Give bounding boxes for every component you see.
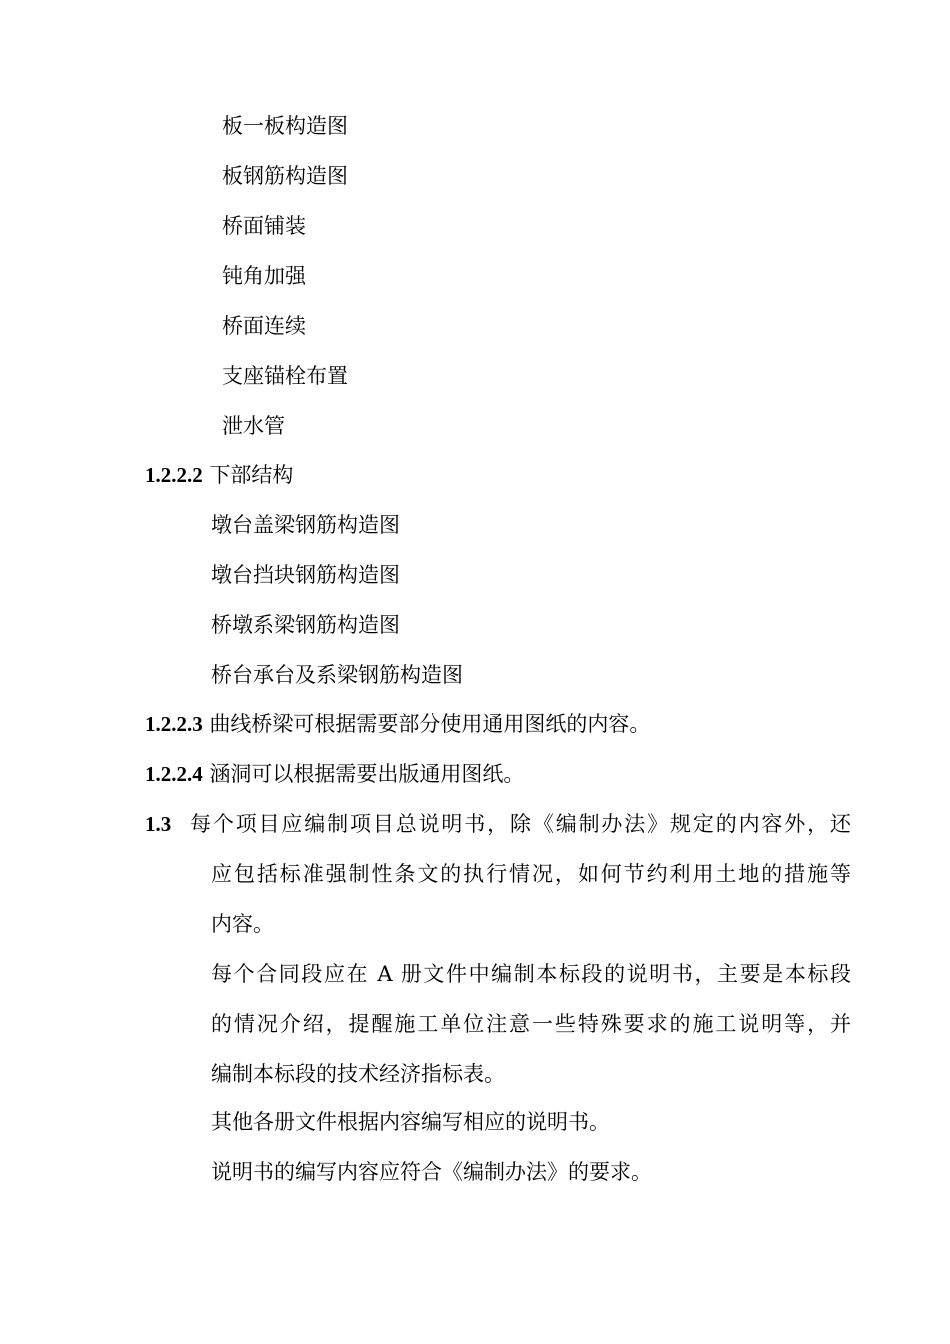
list-item: 泄水管 <box>222 414 285 438</box>
list-item: 墩台挡块钢筋构造图 <box>211 563 400 587</box>
paragraph-line: 每个合同段应在 A 册文件中编制本标段的说明书，主要是本标段 <box>211 962 851 986</box>
paragraph-line: 编制本标段的技术经济指标表。 <box>211 1062 505 1086</box>
list-item: 钝角加强 <box>222 264 306 288</box>
section-13-number <box>145 810 171 838</box>
list-item: 桥墩系梁钢筋构造图 <box>211 613 400 637</box>
list-item: 板钢筋构造图 <box>222 164 348 188</box>
section-number: 1.2.2.4 <box>145 762 203 786</box>
paragraph-line: 内容。 <box>211 912 274 936</box>
section-text: 曲线桥梁可根据需要部分使用通用图纸的内容。 <box>209 712 651 736</box>
other-volumes-paragraph: 其他各册文件根据内容编写相应的说明书。 <box>211 1110 610 1134</box>
section-1224 <box>145 760 524 788</box>
section-title: 下部结构 <box>209 463 294 487</box>
paragraph-line: 每个项目应编制项目总说明书，除《编制办法》规定的内容外，还 <box>190 812 851 836</box>
section-text: 涵洞可以根据需要出版通用图纸。 <box>209 762 525 786</box>
section-1222-heading <box>145 461 293 489</box>
list-item: 桥台承台及系梁钢筋构造图 <box>211 663 463 687</box>
list-item: 板一板构造图 <box>222 114 348 138</box>
list-item: 桥面连续 <box>222 314 306 338</box>
section-13-first-line <box>190 799 851 849</box>
list-item: 桥面铺装 <box>222 214 306 238</box>
requirements-paragraph: 说明书的编写内容应符合《编制办法》的要求。 <box>211 1160 652 1184</box>
list-item: 墩台盖梁钢筋构造图 <box>211 513 400 537</box>
section-number: 1.3 <box>145 812 172 836</box>
section-number: 1.2.2.2 <box>145 463 203 487</box>
list-item: 支座锚栓布置 <box>222 364 348 388</box>
contract-section-paragraph <box>211 949 851 1099</box>
section-1223 <box>145 710 650 738</box>
section-number: 1.2.2.3 <box>145 712 203 736</box>
section-13-paragraph <box>211 849 851 949</box>
paragraph-line: 的情况介绍，提醒施工单位注意一些特殊要求的施工说明等，并 <box>211 1012 851 1036</box>
paragraph-line: 应包括标准强制性条文的执行情况，如何节约利用土地的措施等 <box>211 862 851 886</box>
